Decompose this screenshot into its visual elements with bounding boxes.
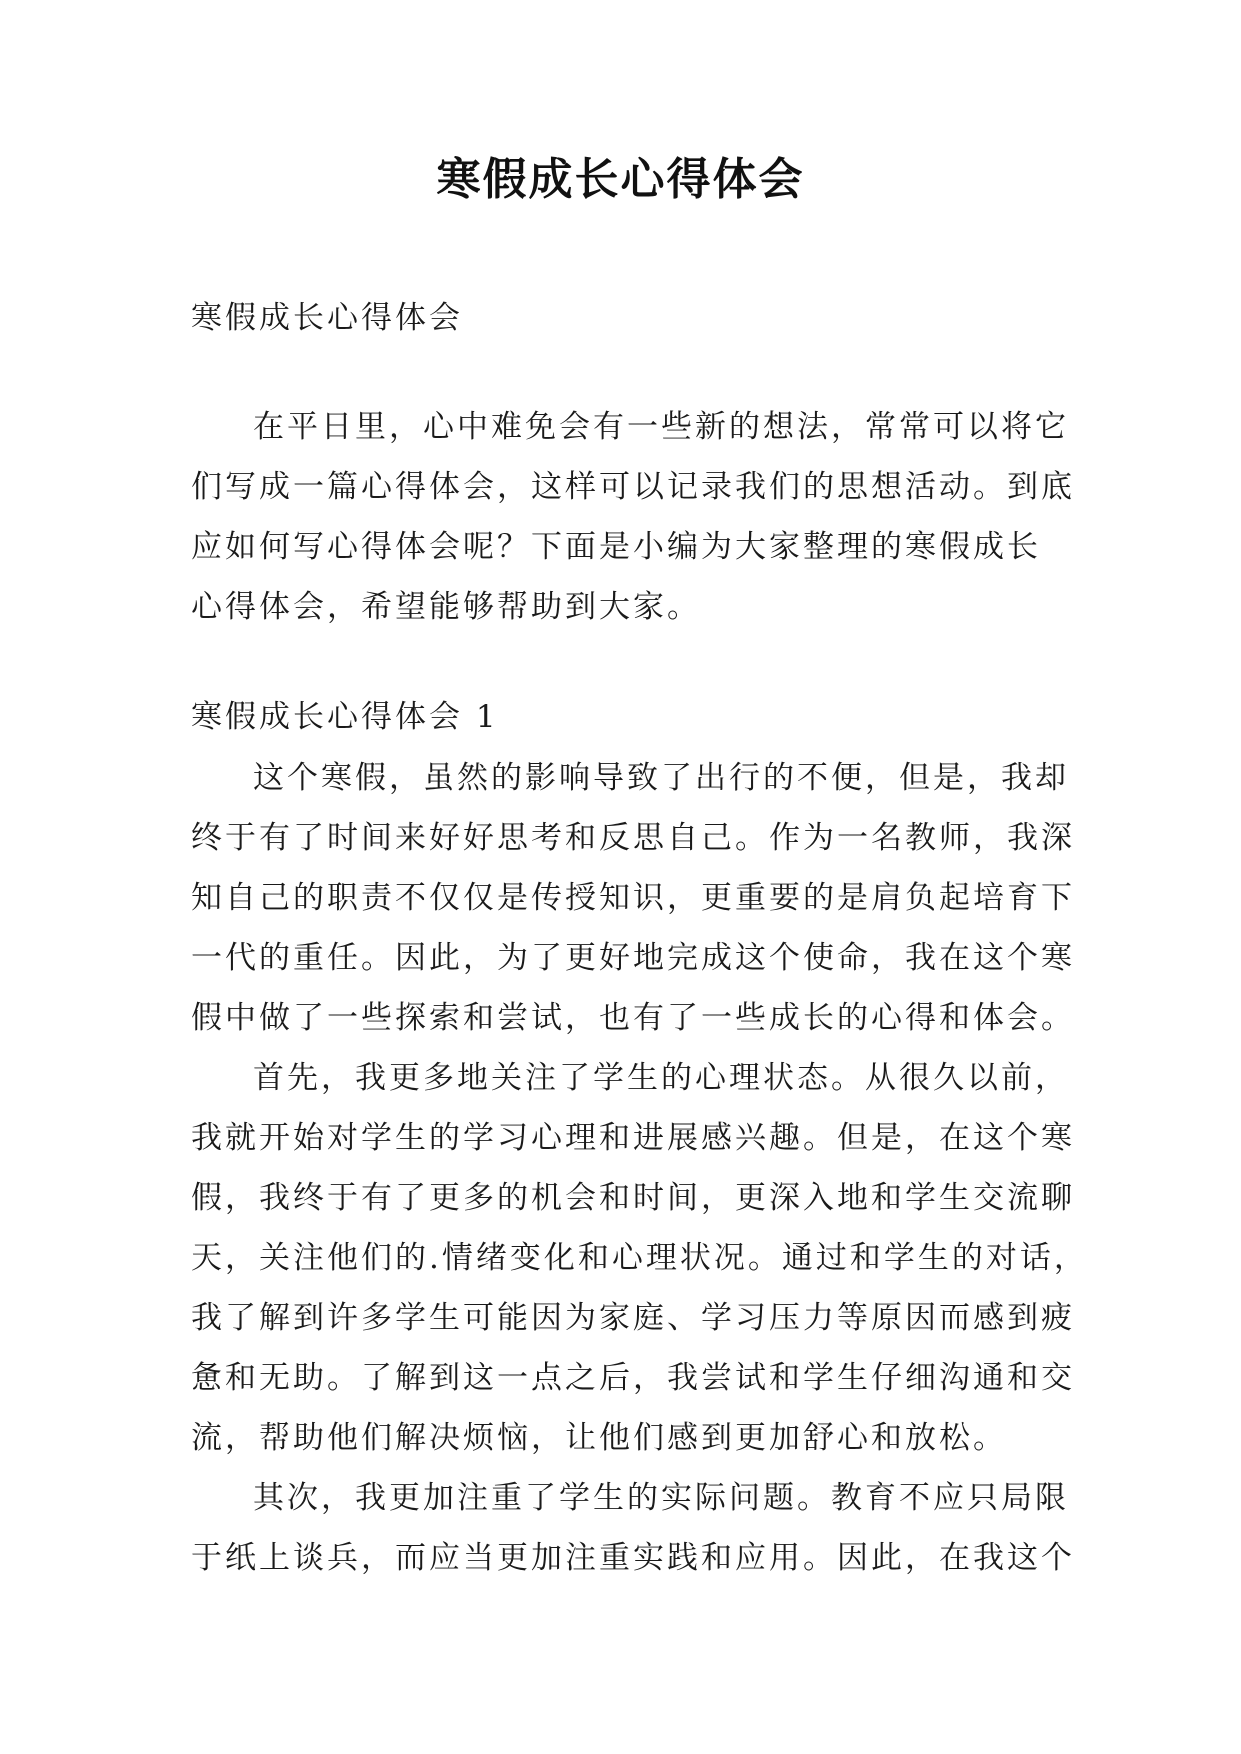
document-title: 寒假成长心得体会: [436, 154, 805, 205]
paragraph-line: 我了解到许多学生可能因为家庭、学习压力等原因而感到疲: [191, 1300, 1075, 1336]
paragraph-line: 假中做了一些探索和尝试，也有了一些成长的心得和体会。: [191, 1000, 1075, 1036]
paragraph-line: 首先，我更多地关注了学生的心理状态。从很久以前，: [253, 1060, 1069, 1096]
paragraph-line: 其次，我更加注重了学生的实际问题。教育不应只局限: [253, 1480, 1069, 1516]
paragraph-line: 我就开始对学生的学习心理和进展感兴趣。但是，在这个寒: [191, 1120, 1075, 1156]
paragraph-line: 心得体会，希望能够帮助到大家。: [191, 589, 701, 625]
document-subtitle: 寒假成长心得体会: [191, 300, 463, 336]
paragraph-line: 终于有了时间来好好思考和反思自己。作为一名教师，我深: [191, 820, 1075, 856]
paragraph-line: 天，关注他们的.情绪变化和心理状况。通过和学生的对话，: [191, 1240, 1088, 1276]
paragraph-line: 们写成一篇心得体会，这样可以记录我们的思想活动。到底: [191, 469, 1075, 505]
paragraph-line: 于纸上谈兵，而应当更加注重实践和应用。因此，在我这个: [191, 1540, 1075, 1576]
paragraph-line: 流，帮助他们解决烦恼，让他们感到更加舒心和放松。: [191, 1420, 1007, 1456]
paragraph-line: 应如何写心得体会呢？下面是小编为大家整理的寒假成长: [191, 529, 1041, 565]
paragraph-line: 惫和无助。了解到这一点之后，我尝试和学生仔细沟通和交: [191, 1360, 1075, 1396]
section-heading: 寒假成长心得体会 1: [191, 699, 499, 735]
paragraph-line: 一代的重任。因此，为了更好地完成这个使命，我在这个寒: [191, 940, 1075, 976]
paragraph-line: 在平日里，心中难免会有一些新的想法，常常可以将它: [253, 409, 1069, 445]
paragraph-line: 这个寒假，虽然的影响导致了出行的不便，但是，我却: [253, 760, 1069, 796]
paragraph-line: 知自己的职责不仅仅是传授知识，更重要的是肩负起培育下: [191, 880, 1075, 916]
paragraph-line: 假，我终于有了更多的机会和时间，更深入地和学生交流聊: [191, 1180, 1075, 1216]
